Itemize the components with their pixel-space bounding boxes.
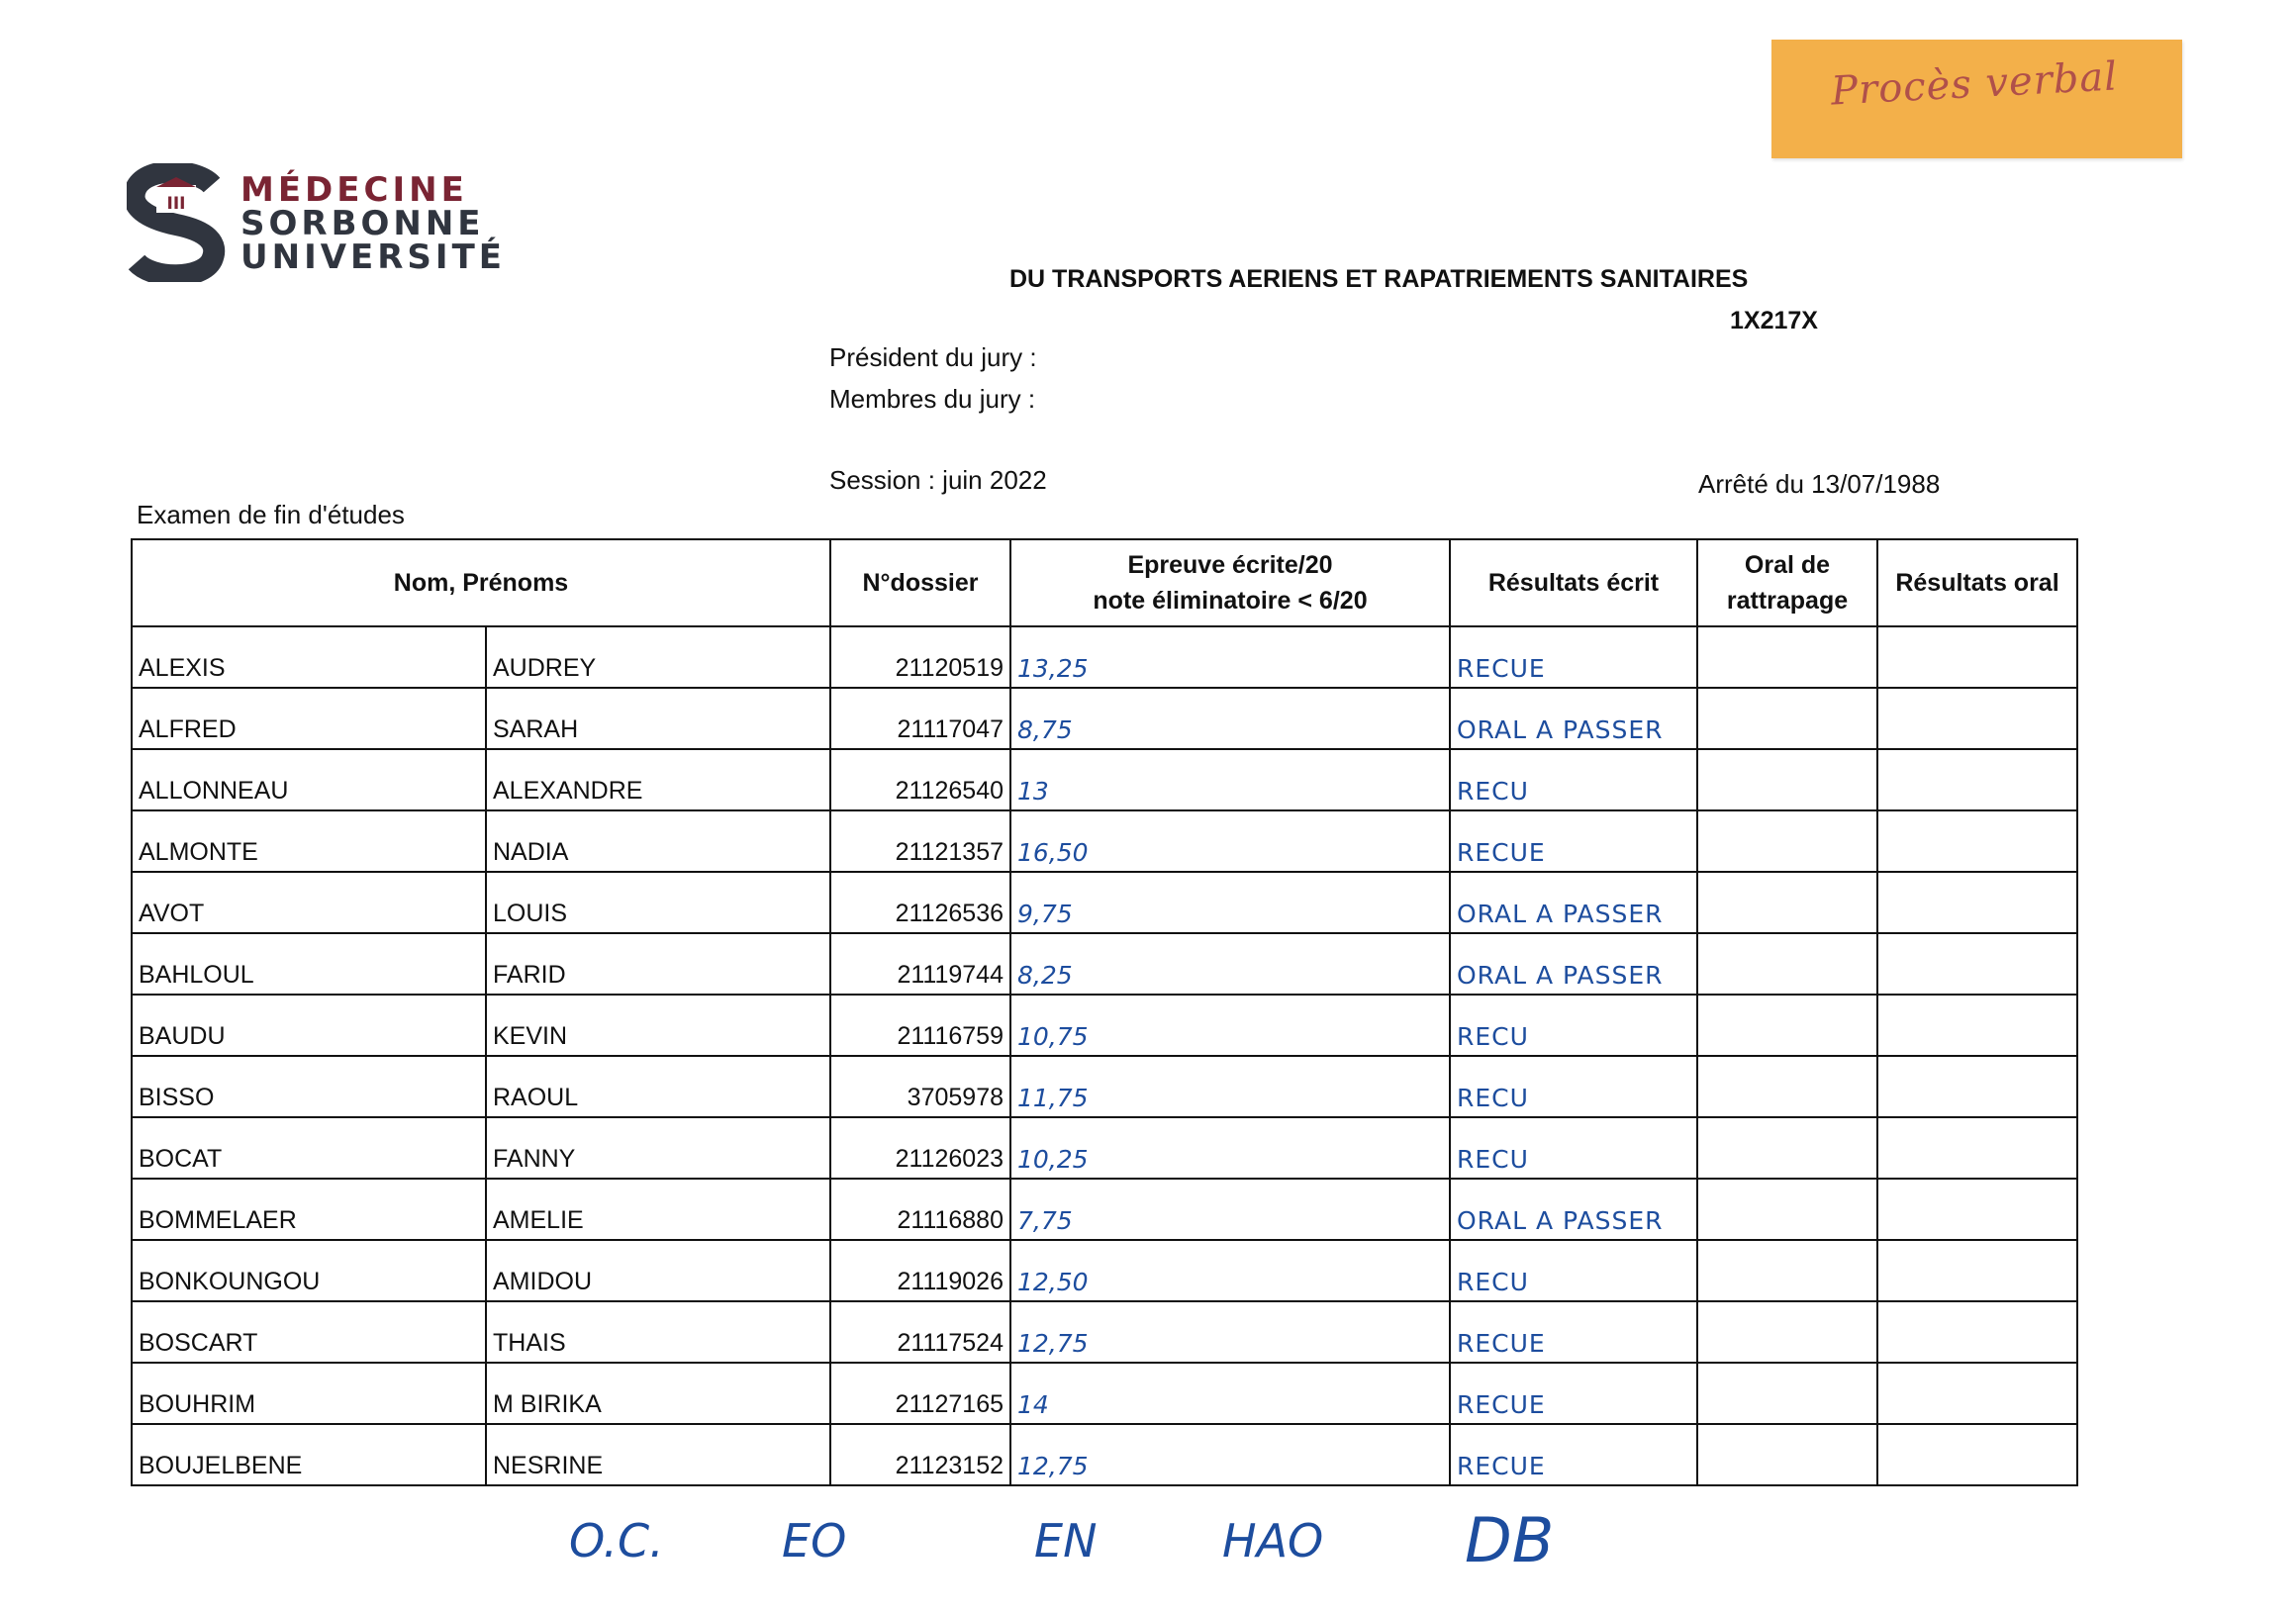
oral-rattrapage-cell — [1697, 872, 1877, 933]
oral-result-cell — [1877, 1240, 2077, 1301]
diploma-code: 1X217X — [1730, 307, 1818, 334]
header-epreuve — [1010, 539, 1450, 626]
header-epreuve-line2: note éliminatoire < 6/20 — [1093, 587, 1368, 615]
written-grade: 13 — [1010, 749, 1450, 810]
oral-result-cell — [1877, 872, 2077, 933]
header-nom-prenoms: Nom, Prénoms — [132, 539, 830, 626]
written-result: RECU — [1450, 749, 1697, 810]
header-epreuve-line1: Epreuve écrite/20 — [1127, 551, 1333, 579]
table-row — [132, 995, 2077, 1056]
student-last-name: ALFRED — [132, 688, 486, 749]
dossier-number: 21123152 — [830, 1424, 1010, 1485]
signature-hao: HAO — [1222, 1514, 1324, 1568]
results-table — [131, 538, 2078, 1486]
student-first-name: ALEXANDRE — [486, 749, 830, 810]
sticky-note — [1771, 40, 2182, 158]
dossier-number: 21126540 — [830, 749, 1010, 810]
dossier-number: 21116880 — [830, 1179, 1010, 1240]
table-row — [132, 872, 2077, 933]
logo-text — [240, 170, 506, 277]
student-last-name: ALMONTE — [132, 810, 486, 872]
president-label: Président du jury : — [829, 342, 1037, 372]
dossier-number: 21116759 — [830, 995, 1010, 1056]
logo-line-1: MÉDECINE — [240, 170, 468, 210]
dossier-number: 21119744 — [830, 933, 1010, 995]
student-last-name: BISSO — [132, 1056, 486, 1117]
written-grade: 8,25 — [1010, 933, 1450, 995]
oral-rattrapage-cell — [1697, 1179, 1877, 1240]
oral-rattrapage-cell — [1697, 1117, 1877, 1179]
signature-oc: O.C. — [569, 1514, 664, 1568]
table-row — [132, 1240, 2077, 1301]
student-last-name: ALLONNEAU — [132, 749, 486, 810]
dossier-number: 21117047 — [830, 688, 1010, 749]
written-grade: 12,75 — [1010, 1301, 1450, 1363]
oral-result-cell — [1877, 1424, 2077, 1485]
written-result: RECU — [1450, 995, 1697, 1056]
oral-rattrapage-cell — [1697, 1301, 1877, 1363]
student-first-name: RAOUL — [486, 1056, 830, 1117]
oral-result-cell — [1877, 933, 2077, 995]
written-result: RECU — [1450, 1240, 1697, 1301]
written-grade: 7,75 — [1010, 1179, 1450, 1240]
signature-eo: EO — [782, 1514, 847, 1568]
header-oral-line2: rattrapage — [1726, 587, 1849, 615]
dossier-number: 21127165 — [830, 1363, 1010, 1424]
student-first-name: FARID — [486, 933, 830, 995]
student-first-name: NADIA — [486, 810, 830, 872]
dossier-number: 21119026 — [830, 1240, 1010, 1301]
sticky-note-text: Procès verbal — [1829, 53, 2120, 115]
written-grade: 9,75 — [1010, 872, 1450, 933]
dossier-number: 21126023 — [830, 1117, 1010, 1179]
student-last-name: BOSCART — [132, 1301, 486, 1363]
table-row — [132, 1424, 2077, 1485]
arrete-label: Arrêté du 13/07/1988 — [1698, 469, 1941, 499]
student-first-name: AMELIE — [486, 1179, 830, 1240]
document-title: DU TRANSPORTS AERIENS ET RAPATRIEMENTS SANITAIRES — [1009, 265, 1749, 293]
oral-result-cell — [1877, 688, 2077, 749]
oral-result-cell — [1877, 1056, 2077, 1117]
oral-result-cell — [1877, 995, 2077, 1056]
student-last-name: BOCAT — [132, 1117, 486, 1179]
written-grade: 14 — [1010, 1363, 1450, 1424]
table-row — [132, 1117, 2077, 1179]
student-last-name: BOUHRIM — [132, 1363, 486, 1424]
table-row — [132, 933, 2077, 995]
oral-rattrapage-cell — [1697, 1240, 1877, 1301]
student-last-name: BOMMELAER — [132, 1179, 486, 1240]
table-row — [132, 626, 2077, 688]
written-grade: 8,75 — [1010, 688, 1450, 749]
written-result: RECUE — [1450, 1363, 1697, 1424]
session-label: Session : juin 2022 — [829, 465, 1047, 495]
oral-rattrapage-cell — [1697, 933, 1877, 995]
written-grade: 16,50 — [1010, 810, 1450, 872]
dossier-number: 21120519 — [830, 626, 1010, 688]
table-row — [132, 1301, 2077, 1363]
written-result: RECUE — [1450, 626, 1697, 688]
student-first-name: FANNY — [486, 1117, 830, 1179]
oral-rattrapage-cell — [1697, 1424, 1877, 1485]
written-grade: 10,75 — [1010, 995, 1450, 1056]
header-resultats-ecrit: Résultats écrit — [1450, 539, 1697, 626]
table-row — [132, 1056, 2077, 1117]
header-oral-line1: Oral de — [1744, 551, 1831, 579]
student-first-name: LOUIS — [486, 872, 830, 933]
logo-line-3: UNIVERSITÉ — [240, 238, 506, 277]
student-first-name: SARAH — [486, 688, 830, 749]
student-first-name: NESRINE — [486, 1424, 830, 1485]
student-first-name: AMIDOU — [486, 1240, 830, 1301]
oral-rattrapage-cell — [1697, 1056, 1877, 1117]
dossier-number: 21121357 — [830, 810, 1010, 872]
logo-line-2: SORBONNE — [240, 204, 485, 243]
written-grade: 12,75 — [1010, 1424, 1450, 1485]
written-result: ORAL A PASSER — [1450, 933, 1697, 995]
table-header-row — [132, 539, 2077, 626]
logo-seal-text: III — [166, 194, 186, 214]
oral-result-cell — [1877, 1179, 2077, 1240]
oral-result-cell — [1877, 1363, 2077, 1424]
student-last-name: BONKOUNGOU — [132, 1240, 486, 1301]
written-result: RECU — [1450, 1056, 1697, 1117]
medecine-sorbonne-logo — [127, 163, 523, 292]
table-row — [132, 688, 2077, 749]
written-grade: 12,50 — [1010, 1240, 1450, 1301]
written-grade: 13,25 — [1010, 626, 1450, 688]
written-grade: 10,25 — [1010, 1117, 1450, 1179]
student-first-name: KEVIN — [486, 995, 830, 1056]
oral-result-cell — [1877, 626, 2077, 688]
student-last-name: ALEXIS — [132, 626, 486, 688]
membres-label: Membres du jury : — [829, 384, 1036, 414]
table-body — [132, 626, 2077, 1485]
oral-result-cell — [1877, 810, 2077, 872]
oral-rattrapage-cell — [1697, 626, 1877, 688]
student-first-name: AUDREY — [486, 626, 830, 688]
table-row — [132, 1363, 2077, 1424]
student-last-name: BOUJELBENE — [132, 1424, 486, 1485]
dossier-number: 21117524 — [830, 1301, 1010, 1363]
header-dossier: N°dossier — [830, 539, 1010, 626]
signature-en: EN — [1034, 1514, 1098, 1568]
written-result: ORAL A PASSER — [1450, 688, 1697, 749]
student-last-name: BAUDU — [132, 995, 486, 1056]
sorbonne-s-logo-icon — [127, 163, 226, 282]
written-result: RECUE — [1450, 1301, 1697, 1363]
written-result: ORAL A PASSER — [1450, 1179, 1697, 1240]
student-first-name: M BIRIKA — [486, 1363, 830, 1424]
signature-db: DB — [1465, 1504, 1555, 1576]
oral-rattrapage-cell — [1697, 995, 1877, 1056]
header-oral — [1697, 539, 1877, 626]
header-resultats-oral: Résultats oral — [1877, 539, 2077, 626]
written-result: RECU — [1450, 1117, 1697, 1179]
table-row — [132, 749, 2077, 810]
oral-rattrapage-cell — [1697, 1363, 1877, 1424]
oral-rattrapage-cell — [1697, 749, 1877, 810]
student-last-name: AVOT — [132, 872, 486, 933]
table-row — [132, 810, 2077, 872]
written-result: RECUE — [1450, 810, 1697, 872]
oral-rattrapage-cell — [1697, 688, 1877, 749]
oral-result-cell — [1877, 749, 2077, 810]
oral-result-cell — [1877, 1301, 2077, 1363]
student-last-name: BAHLOUL — [132, 933, 486, 995]
written-grade: 11,75 — [1010, 1056, 1450, 1117]
table-row — [132, 1179, 2077, 1240]
examen-label: Examen de fin d'études — [137, 500, 405, 529]
oral-result-cell — [1877, 1117, 2077, 1179]
oral-rattrapage-cell — [1697, 810, 1877, 872]
written-result: RECUE — [1450, 1424, 1697, 1485]
student-first-name: THAIS — [486, 1301, 830, 1363]
written-result: ORAL A PASSER — [1450, 872, 1697, 933]
dossier-number: 3705978 — [830, 1056, 1010, 1117]
dossier-number: 21126536 — [830, 872, 1010, 933]
